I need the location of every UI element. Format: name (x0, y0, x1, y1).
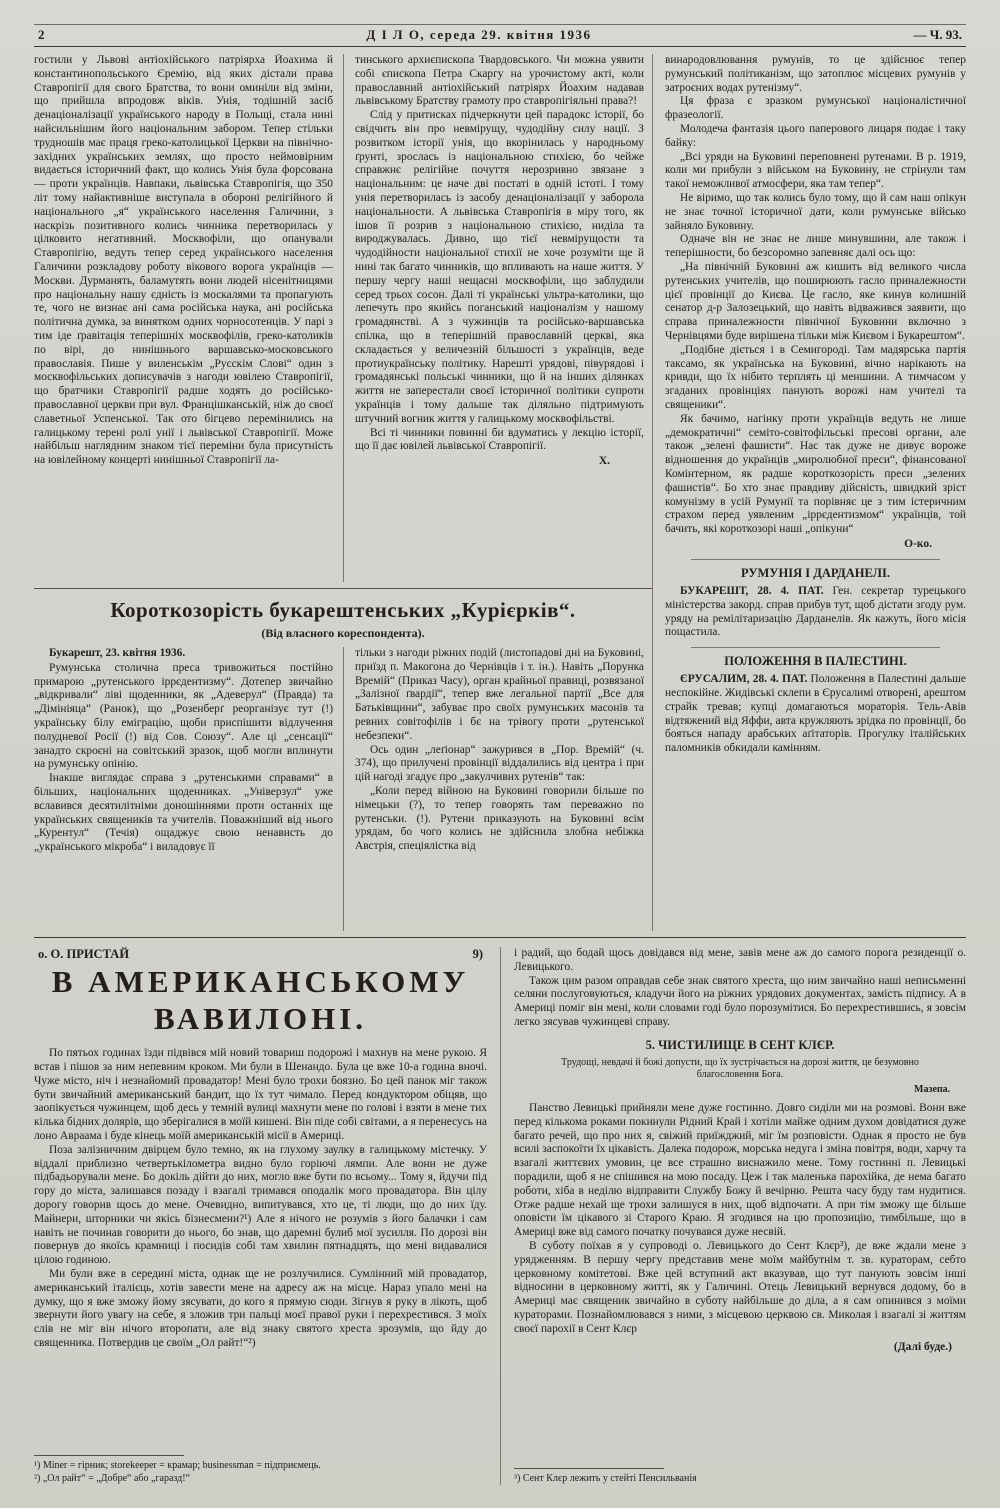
feature-article (34, 647, 652, 931)
paragraph: Ось один „леґіонар“ зажурився в „Пор. Времій“ (ч. 374), що прилучені провінції віддалились від центра і при цій нагоді згадує про „закулчивих рутенів“ так: (355, 743, 644, 784)
paragraph: „Коли перед війною на Буковині говорили більше по німецьки (?), то тепер говорять там переважно по рутенськи. (!). Рутени приказують на Буковині всім урядам, бо чого колись не здійснила злобна небіжка Австрія, спеціялістка від (355, 784, 644, 853)
paragraph: По пятьох годинах їзди підвівся мій новий товариш подорожі і махнув на мене рукою. Я встав і пішов за ним непевним кроком. Ми були в Шенандо. Була це вже 10-а година вночі. Чуже місто, ніч і незнайомий провадатор! Мені було трохи боязно. Бо цей панок міг також бути звичайний американський бандит, що їх тут чимало. Перед кондуктором обіцяв, що заопікується чужинцем, щоб десь у темній вулиці махнути мене по голові і взяти в мене тих кілька бідних долярів, що зберігалися в моїй кишені. Він піде собі світами, а я перенесусь на лоно Авраама і буде кінець моїй американській місії в Америці. (34, 1047, 487, 1142)
right-column (652, 54, 966, 931)
masthead: Д І Л О, середа 29. квітня 1936 (366, 27, 592, 42)
lead-article-col2-text (355, 54, 644, 454)
news-headline-palestine: ПОЛОЖЕННЯ В ПАЛЕСТИНІ. (724, 654, 907, 669)
paragraph: винародовлювання румунів, то це здійснює тепер румунський політиканізм, що затоплює місцевих румунів у затроєних водах рутенізму“. (665, 54, 966, 94)
divider-rule (691, 559, 940, 560)
paragraph: Поза залізничним двірцем було темно, як на глухому заулку в галицькому містечку. У віддалі приблизно четвертькілометра видно було горіючі лямпи. Але вони не дуже підбадьорували мене. Бо докіль дійти до них, могло вже бути по всьому... Тому я, йдучи під гору до міста, залишався позаду і взагалі тримався оподалік мого провадатора. Він цілу дорогу говорив щось до мене. Очевидно, випитувався, хто це, ті люди, що до них їду. Майнери, шторники чи якісь бізнесмени?¹) Але я нічого не розумів з його балачки і сам навіть не починав говорити до нього, бо знав, що даремні булиб мої зусилля. По дорозі він повернув до якоїсь крамниці і посидів собі там хвилин пятнадцять, що мені видавалися цілою годиною. (34, 1143, 487, 1267)
paragraph: Як бачимо, нагінку проти українців ведуть не лише „демократичні“ семіто-совітофільські пресові органи, але також „зелені фашисти“. Нас так дуже не дивує вороже відношення до українців „миролюбної преси“, фінансованої Комінтерном, як радше короткозорість преси „зелених фашистів“. Бо хто знає правдиву дійсність, швидкий зріст комунізму в усій Румунії та порівняє це з тим істеричним страхом перед уявленим „іррєдентизмом“ українців, той бачить, які короткозорі наші „опікуни“ (665, 412, 966, 536)
feuilleton-right-text-b (514, 1102, 966, 1337)
footnotes-left (34, 1452, 487, 1485)
feuilleton-section (34, 937, 966, 1485)
news-headline-romania: РУМУНІЯ І ДАРДАНЕЛІ. (741, 565, 890, 580)
paragraph: Всі ті чинники повинні би вдуматись у лекцію історії, що її дає ювілей львівської Ставропігії. (355, 426, 644, 453)
paragraph: Інакше виглядає справа з „рутенськими справами“ в більших, національних щоденниках. „Універзул“ уже вславився десятилітніми доношіннями проти останніх ще українських священиків та учителів. Поважніший від нього „Курентул“ (Течія) ощаджує свою ненависть до „українського мікроба“ і виладовує її (34, 772, 333, 854)
paragraph: тинського архиєпископа Твардовського. Чи можна уявити собі єпископа Петра Скаргу на урочистому акті, коли православний антіохійський патріярх Йоахим надавав львівському Братству грамоту про ставропігіяльні права?! (355, 54, 644, 108)
lead-article (34, 54, 652, 582)
right-column-article (665, 54, 966, 537)
news-text-romania: Ген. секретар турецького міністерства закорд. справ прибув тут, щоб дістати згоду рум. уряду на ремілітаризацію Дарданелів. Як кажуть, його місія пощастила. (665, 584, 966, 639)
feature-col2 (343, 647, 652, 931)
footnote-2: ²) „Ол райт“ = „Добре“ або „гаразд!“ (34, 1473, 191, 1484)
paragraph: „Всі уряди на Буковині переповнені рутенами. В р. 1919, коли ми прибули з військом на Буковину, не стрінули там такої неможливої атмосфери, яка там тепер“. (665, 150, 966, 191)
paragraph: В суботу поїхав я у супроводі о. Левицького до Сент Клєр³), де вже ждали мене з урядженням. В першу чергу представив мене моїм майбутнім т. зв. кураторам, себто церковному комітетові. Вже цей вступний акт вказував, що тут панують зовсім інші відносини в церковному житті, як у Галичині. Отець Левицький вернувся додому, бо в Америці має священик звичайно в суботу найбільше до діла, а я сам опинився з моїми кураторами. Познайомлювався з ними, з місцевою церквою св. Миколая і взагалі зі життям своєї парохії в Сент Клєр (514, 1239, 966, 1335)
news-text-palestine: Положення в Палестині дальше неспокійне. Жидівські склепи в Єрусалимі отворені, арештом страйк тревав; купці домагаються мораторія. Тель-Авів відтяжений від Яффи, авта кружляють зрідка по провінції, бо бояться нападу арабських аґітаторів. Прогулку італійських паломників обкидали камінням. (665, 673, 966, 755)
feature-col1 (34, 647, 343, 931)
paragraph: Не віримо, що так колись було тому, що й сам наш опікун не знає точної історичної дати, коли румунське військо зайняло Буковину. (665, 191, 966, 232)
feature-headline: Короткозорість букарештенських „Курієрків“. (110, 598, 576, 622)
paragraph: Слід у притисках підчеркнути цей парадокс історії, бо свідчить він про невмірущу, чудодійну силу нації. З розвитком історії унія, що вкорінилась у народньому ґрунті, зрослась із національною стихією, бо чейже справжнє релігійне почуття нерозривно звязане з національним: це наче дві постаті в одній істоті. І тому унія перетворилась із засобу денаціоналізації у заборола національности. А львівська Ставропігія в міру того, як ішов її розрив з національною стихією, ниділа та вироджувалась. Дивно, що тієї невмірущости та чудодійности національної стихії не хоче розуміти ще й нині так багато чинників, що впливають на наше життя. У першу чергу наші нещасні москвофіли, що заблудили серед трьох сосон. Далі ті українські ультра-католики, що лепечуть про якийсь поганський націоналізм у нашому громадянстві. А з чужинців та російсько-варшавська спілка, що в теперішній православній церкві, яка складається у величезній більшості з українців, веде протиукраїнську політику. Нарешті урядові, півурядові і громадянські польські чинники, що й на інших ділянках життя не заперестали своєї історичної політики супроти українців і тому дальше так діляльно підтримують штучний вогник життя у галицькому москвофільстві. (355, 109, 644, 425)
footnotes-right (514, 1465, 966, 1485)
lead-article-col1 (34, 54, 343, 582)
upper-section (34, 47, 966, 931)
paragraph: „Подібне діється і в Семигороді. Там мадярська партія таксамо, як українська на Буковині, вічно нарікають на кривди, що їх нібито терплять ці меншини. А тимчасом у згаданих провінціях панують ворожі нам учителі та священики“. (665, 343, 966, 411)
paragraph: тільки з нагоди ріжних подій (листопадові дні на Буковині, приїзд п. Макогона до Чернівців і т. ін.). Навіть „Порунка Времій“ (Приказ Часу), орган крайньої правиці, розвязаної „Залізної ґвардії“, тепер вже легальної партії „Все для Батьківщини“, забуває про своїх румунських масонів та ревних совітофілів і бє на трівогу проти „рутенської небезпеки“. (355, 647, 644, 742)
feuilleton-right-text (514, 947, 966, 1465)
paragraph: „На північній Буковині аж кишить від великого числа рутенських учителів, що поширюють гасло приналежности цієї провінції до Києва. Це гасло, яке кинув колишній сенатор д-р Залозецький, що навіть відважився заявити, що справа приналежности північної Буковини включно з Чернівцями буде вирішена тільки між Києвом і Букарештом“. (665, 260, 966, 342)
feuilleton-right-text-a (514, 947, 966, 1030)
footnote-3: ³) Сент Клєр лежить у стейті Пенсильванія (514, 1473, 697, 1484)
lead-article-signature: X. (598, 455, 610, 468)
paragraph: Ця фраза є зразком румунської націоналістичної фразеології. (665, 95, 966, 122)
feuilleton-author: о. О. ПРИСТАЙ (38, 947, 130, 961)
chapter-epigraph: Трудощі, невдачі й божі допусти, що їх зустрічається на дорозі життя, це безумовно благословення Бога. (561, 1056, 919, 1081)
footnote-rule (514, 1468, 664, 1469)
feature-dateline: Букарешт, 23. квітня 1936. (49, 647, 186, 659)
to-be-continued: (Далі буде.) (893, 1340, 952, 1353)
right-column-signature: О-ко. (904, 537, 932, 550)
news-dateline-palestine: ЄРУСАЛИМ, 28. 4. ПАТ. (680, 673, 808, 686)
paragraph: Румунська столична преса тривожиться постійно примарою „рутенського іррєдентизму“. Дотепер звичайно „відкривали“ ліві щоденники, як „Адеверул“ (Правда) та „Дімініяца“ (Ранок), що „Розенберґ реорганізує тут (!) українську білу еміграцію, щоби приспішити відлучення полудневої Росії (!) від Сов. Союзу“. Але ці „сенсації“ занадто скроєні на совітський зразок, щоб могли вплинути на румунську опінію. (34, 661, 333, 771)
feature-headline-block (34, 588, 652, 647)
feuilleton-title-line2: ВАВИЛОНІ. (153, 1000, 368, 1036)
feuilleton-title (34, 964, 487, 1037)
feature-col1-text (34, 662, 333, 855)
feuilleton-part-number: 9) (472, 947, 483, 961)
chapter-heading: 5. ЧИСТИЛИЩЕ В СЕНТ КЛЄР. (645, 1037, 835, 1052)
upper-left-section (34, 54, 652, 931)
issue-number: — Ч. 93. (913, 27, 962, 42)
epigraph-attribution: Мазепа. (914, 1083, 951, 1095)
lead-article-col2 (343, 54, 652, 582)
news-body-palestine (665, 673, 966, 756)
paragraph: Молодеча фантазія цього паперового лицаря подає і таку байку: (665, 122, 966, 149)
paragraph: Також цим разом оправдав себе знак святого хреста, що ним звичайно наші неписьменні селяни послуговуються, кладучи його на ріжних урядових документах, замість підпису. А в Америці поміг він мені, коли словами годі було порозумітися. Бо перехрестившись, я зовсім легко зясував чужинцеві справу. (514, 974, 966, 1028)
feuilleton-left-text (34, 1047, 487, 1452)
feuilleton-byline (34, 947, 487, 962)
footnote-rule (34, 1455, 184, 1456)
news-body-romania (665, 585, 966, 640)
paragraph: Одначе він не знає не лише минувшини, але також і теперішности, бо безсоромно запевняє далі ось що: (665, 233, 966, 260)
page-number: 2 (38, 27, 45, 42)
page-header (34, 24, 966, 47)
feuilleton-right-column (500, 947, 966, 1485)
feuilleton-title-line1: В АМЕРИКАНСЬКОМУ (51, 964, 470, 999)
divider-rule (691, 647, 940, 648)
feature-subtitle: (Від власного кореспондента). (261, 626, 425, 640)
paragraph: і радий, що бодай щось довідався від мене, завів мене аж до самого порога резиденції о. Левицького. (514, 947, 966, 973)
feuilleton-left-column (34, 947, 500, 1485)
paragraph: Панство Левицькі прийняли мене дуже гостинно. Довго сиділи ми на розмові. Вони вже перед кількома роками покинули Рідний Край і хотіли майже одним духом довідатися дуже багато речей, що про них я, свіжий приїжджий, міг їм розповісти. Однак я просто не був всилі заспокоїти їх цікавість. Далека подорож, морська недуга і зміна повітря, води, харчу та взагалі життєвих умовин, це все страшно виснажило мене. Тому гостинні п. Левицькі порадили, щоб я не спішився на мою посаду. Цеж і так маленька парохійка, де нема багато роботи, хіба в неділю відправити Службу Божу й вечірню. Решта часу буду там нудитися. Отже радше нехай ще трохи залишуся в них, щоб відпочати. А при тім зможу ще більше оповісти їм цікавого зі Старого Краю. Я згодився на цю пропозицію, тимбільше, що в Америці вже від самого початку почувався дуже несвій. (514, 1102, 966, 1239)
paragraph: Ми були вже в середині міста, однак ще не розлучилися. Сумлінний мій провадатор, американський італієць, хотів завести мене на адресу аж на місце. Нараз упало мені на думку, що я вже зможу йому зясувати, до кого я прямую сюди. Зігнув я руку в лікоть, щоб звернути його увагу на себе, я зложив три пальці моєї правої руки і перехрестився. З моїх слів не міг він нічого второпати, але від знаку святого хреста зрозумів, що йду до священника. Потвердив це своїм „Ол райт!“²) (34, 1267, 487, 1349)
news-dateline-romania: БУКАРЕШТ, 28. 4. ПАТ. (680, 584, 824, 597)
paragraph: гостили у Львові антіохійського патріярха Йоахима й константинопольського Єремію, від яких дістали права Ставропігії для свого Братства, то вони оминіли від зміни, що прийшла впродовж віків. Унія, тодішній засіб денаціоналізації українського народу в Польщі, стала нині найсильнішим його національним забором. Тепер стільки трудношів має праця греко-католицької Церкви на північно-західних українських землях, що просто неймовірним видається історичний факт, що колись Унія була форсована — проти українців. Навпаки, львівська Ставропігія, що 350 літ тому найактивніше виступала в обороні релігійного й національного „я“ українського населення Галичини, з наскрізь позитивного колись чинника перетворилась у цілковито негативний. Москвофіли, що опанували Ставропігію, ведуть тепер серед українського населення Галичини розкладову роботу вікового ворога українців — Москви. Дурманять, баламутять вони людей нісенітницями про національну нашу єдність із москалями та пропагують те, чого не визнає ані сама російська наука, ані російська політична думка, за винятком одних чорносотенців. У парі з тим іде ґравітація теперішніх москвофілів, греко-католиків по вірі, до нинішнього варшавсько-московського православія. Пише у виленськім „Русскім Слові“ один з москвофільських дописувачів з нагоди ювілею Ставропігії, що братчики Ставропігії радше ходять до російсько-православної церкви при вул. Францішканській, ніж до своєї славетньої Успенської. Так ото бігцево перемінились на галицькому терені ролі унії і львівської Ставропігії. Може найбільш наглядним знаком тієї переміни була присутність на ювілейному концерті нинішньої Ставропігії ла- (34, 54, 333, 467)
footnote-1: ¹) Miner = гірник; storekeeper = крамар; businessman = підприємець. (34, 1460, 321, 1471)
